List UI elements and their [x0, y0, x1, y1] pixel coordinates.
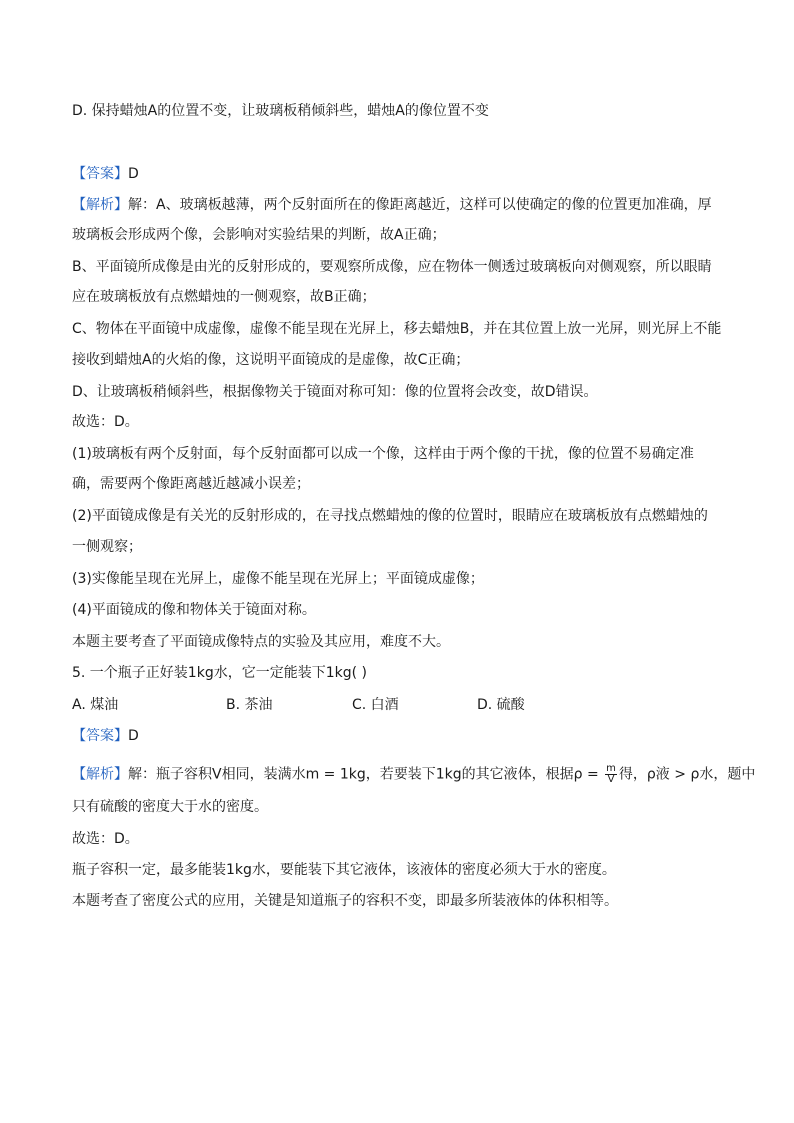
q5-option-b: B. 茶油	[226, 697, 273, 713]
q5-analysis-line	[72, 764, 755, 785]
fraction	[605, 764, 617, 785]
q4-option-d: D. 保持蜡烛A的位置不变，让玻璃板稍倾斜些，蜡烛A的像位置不变	[72, 103, 489, 119]
answer-value: D	[128, 728, 139, 744]
q4-analysis-line: 应在玻璃板放有点燃蜡烛的一侧观察，故B正确；	[72, 289, 376, 305]
q4-analysis-line: (3)实像能呈现在光屏上，虚像不能呈现在光屏上；平面镜成虚像；	[72, 571, 484, 587]
q4-answer	[72, 164, 139, 184]
analysis-text: 解：A、玻璃板越薄，两个反射面所在的像距离越近，这样可以使确定的像的位置更加准确，厚	[128, 197, 712, 213]
q4-analysis-line: 玻璃板会形成两个像，会影响对实验结果的判断，故A正确；	[72, 227, 446, 243]
analysis-tag: 【解析】	[72, 197, 128, 213]
q5-stem: 5. 一个瓶子正好装1kg水，它一定能装下1kg( )	[72, 665, 367, 681]
q5-option-d: D. 硫酸	[477, 697, 525, 713]
q4-analysis-line: (4)平面镜成的像和物体关于镜面对称。	[72, 602, 316, 618]
q4-analysis-line: (1)玻璃板有两个反射面，每个反射面都可以成一个像，这样由于两个像的干扰，像的位置不易确定准	[72, 446, 694, 462]
q4-analysis-line: 确，需要两个像距离越近越减小误差；	[72, 476, 310, 492]
q4-analysis-line: 接收到蜡烛A的火焰的像，这说明平面镜成的是虚像，故C正确；	[72, 352, 470, 368]
q5-option-c: C. 白酒	[352, 697, 399, 713]
q5-analysis-line: 只有硫酸的密度大于水的密度。	[72, 799, 268, 815]
q5-answer	[72, 726, 139, 746]
q4-analysis-line	[72, 195, 712, 215]
answer-tag: 【答案】	[72, 166, 128, 182]
q5-analysis-line: 瓶子容积一定，最多能装1kg水，要能装下其它液体，该液体的密度必须大于水的密度。	[72, 862, 616, 878]
q4-analysis-line: D、让玻璃板稍倾斜些，根据像物关于镜面对称可知：像的位置将会改变，故D错误。	[72, 384, 598, 400]
q4-analysis-line: B、平面镜所成像是由光的反射形成的，要观察所成像，应在物体一侧透过玻璃板向对侧观察，所以眼睛	[72, 259, 712, 275]
q5-option-a: A. 煤油	[72, 697, 119, 713]
analysis-tag: 【解析】	[72, 766, 128, 783]
fraction-numerator: m	[606, 763, 616, 774]
q5-analysis-line: 本题考查了密度公式的应用，关键是知道瓶子的容积不变，即最多所装液体的体积相等。	[72, 893, 618, 909]
q4-analysis-line: C、物体在平面镜中成虚像，虚像不能呈现在光屏上，移去蜡烛B，并在其位置上放一光屏，则光屏上不能	[72, 321, 722, 337]
answer-tag: 【答案】	[72, 728, 128, 744]
analysis-text: 得，ρ液 > ρ水，题中	[618, 766, 756, 783]
q4-analysis-line: 本题主要考查了平面镜成像特点的实验及其应用，难度不大。	[72, 634, 450, 650]
answer-value: D	[128, 166, 139, 182]
q4-analysis-line: 故选：D。	[72, 414, 139, 430]
fraction-denominator: V	[607, 774, 615, 785]
q4-analysis-line: (2)平面镜成像是有关光的反射形成的，在寻找点燃蜡烛的像的位置时，眼睛应在玻璃板放有点燃蜡烛的	[72, 508, 708, 524]
analysis-text: 解：瓶子容积V相同，装满水m = 1kg，若要装下1kg的其它液体，根据ρ =	[128, 766, 604, 783]
q4-analysis-line: 一侧观察；	[72, 539, 142, 555]
q5-analysis-line: 故选：D。	[72, 831, 139, 847]
